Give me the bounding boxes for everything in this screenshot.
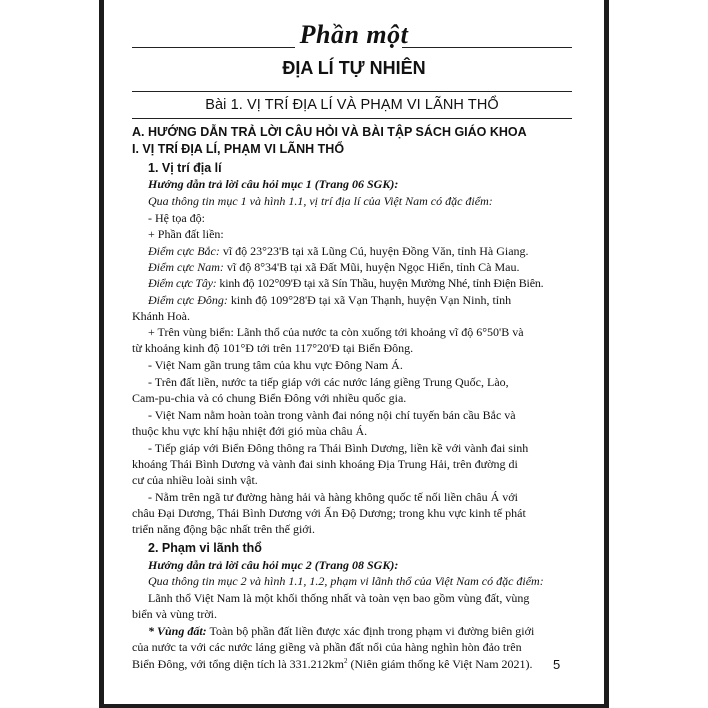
lesson-title: Bài 1. VỊ TRÍ ĐỊA LÍ VÀ PHẠM VI LÃNH THỔ bbox=[132, 91, 572, 119]
sub1-heading: 1. Vị trí địa lí bbox=[148, 161, 222, 175]
part-title: Phần một bbox=[299, 20, 409, 49]
he-toa-do-line: - Hệ tọa độ: bbox=[148, 211, 205, 225]
east-text: kinh độ 109°28'Đ tại xã Vạn Thạnh, huyện Vạn Ninh, tỉnh bbox=[227, 293, 512, 307]
para-4-line-3: cư của nhiều loài sinh vật. bbox=[132, 473, 258, 487]
section-i-heading: I. VỊ TRÍ ĐỊA LÍ, PHẠM VI LÃNH THỔ bbox=[132, 142, 345, 156]
sub2-para-1-line-1: Lãnh thổ Việt Nam là một khối thống nhất và toàn vẹn bao gồm vùng đất, vùng bbox=[148, 591, 530, 605]
north-label: Điểm cực Bắc: bbox=[148, 244, 220, 258]
land-line-1 bbox=[148, 624, 534, 638]
land-label: * Vùng đất: bbox=[148, 624, 207, 638]
sub2-intro: Qua thông tin mục 2 và hình 1.1, 1.2, phạm vi lãnh thổ của Việt Nam có đặc điểm: bbox=[148, 574, 544, 588]
north-text: vĩ độ 23°23'B tại xã Lũng Cú, huyện Đồng Văn, tỉnh Hà Giang. bbox=[219, 244, 529, 258]
para-2-line-2: Cam-pu-chia và có chung Biển Đông với nhiều quốc gia. bbox=[132, 391, 407, 405]
para-3-line-1: - Việt Nam nằm hoàn toàn trong vành đai nóng nội chí tuyến bán cầu Bắc và bbox=[148, 408, 516, 422]
land-line-3 bbox=[132, 657, 533, 671]
sub1-intro: Qua thông tin mục 1 và hình 1.1, vị trí địa lí của Việt Nam có đặc điểm: bbox=[148, 194, 493, 208]
north-point-line bbox=[148, 244, 529, 258]
sub1-guide: Hướng dẫn trả lời câu hỏi mục 1 (Trang 06 SGK): bbox=[148, 177, 399, 191]
sub2-guide: Hướng dẫn trả lời câu hỏi mục 2 (Trang 08 SGK): bbox=[148, 558, 399, 572]
page-number: 5 bbox=[553, 657, 561, 672]
para-5-line-1: - Nằm trên ngã tư đường hàng hải và hàng không quốc tế nối liền châu Á với bbox=[148, 490, 518, 504]
land-text-1: Toàn bộ phần đất liền được xác định trong phạm vi đường biên giới bbox=[206, 624, 535, 638]
section-a-heading: A. HƯỚNG DẪN TRẢ LỜI CÂU HỎI VÀ BÀI TẬP SÁCH GIÁO KHOA bbox=[132, 125, 527, 139]
phan-dat-lien-line: + Phần đất liền: bbox=[148, 227, 224, 241]
chapter-title: ĐỊA LÍ TỰ NHIÊN bbox=[282, 58, 426, 78]
land-text-3a: Biển Đông, với tổng diện tích là 331.212km bbox=[132, 657, 344, 671]
south-text: vĩ độ 8°34'B tại xã Đất Mũi, huyện Ngọc Hiển, tỉnh Cà Mau. bbox=[223, 260, 520, 274]
south-label: Điểm cực Nam: bbox=[148, 260, 224, 274]
sea-line-1: + Trên vùng biển: Lãnh thổ của nước ta còn xuống tới khoảng vĩ độ 6°50'B và bbox=[148, 325, 524, 339]
para-5-line-3: triển năng động bậc nhất trên thế giới. bbox=[132, 522, 315, 536]
west-label: Điểm cực Tây: bbox=[148, 276, 217, 290]
para-3-line-2: thuộc khu vực khí hậu nhiệt đới gió mùa châu Á. bbox=[132, 424, 368, 438]
east-point-line bbox=[148, 293, 511, 307]
west-point-line bbox=[148, 276, 543, 290]
west-text: kinh độ 102°09'Đ tại xã Sín Thầu, huyện Mường Nhé, tỉnh Điện Biên. bbox=[216, 276, 544, 290]
land-superscript: 2 bbox=[344, 657, 348, 665]
land-text-3b: (Niên giám thống kê Việt Nam 2021). bbox=[347, 657, 533, 671]
para-1: - Việt Nam gần trung tâm của khu vực Đông Nam Á. bbox=[148, 358, 403, 372]
para-2-line-1: - Trên đất liền, nước ta tiếp giáp với các nước láng giềng Trung Quốc, Lào, bbox=[148, 375, 509, 389]
book-page bbox=[104, 0, 604, 704]
para-4-line-2: khoáng Thái Bình Dương và vành đai sinh khoáng Địa Trung Hải, trên đường di bbox=[132, 457, 518, 471]
land-line-2: của nước ta với các nước láng giềng và phần đất nổi của hàng nghìn hòn đảo trên bbox=[132, 640, 522, 654]
sub2-heading: 2. Phạm vi lãnh thổ bbox=[148, 541, 262, 555]
para-4-line-1: - Tiếp giáp với Biển Đông thông ra Thái Bình Dương, liền kề với vành đai sinh bbox=[148, 441, 529, 455]
east-point-line-2: Khánh Hoà. bbox=[132, 309, 190, 323]
para-5-line-2: châu Đại Dương, Thái Bình Dương với Ấn Độ Dương; trong khu vực kinh tế phát bbox=[132, 506, 526, 520]
sub2-para-1-line-2: biển và vùng trời. bbox=[132, 607, 217, 621]
sea-line-2: từ khoảng kinh độ 101°Đ tới trên 117°20'Đ tại Biển Đông. bbox=[132, 341, 414, 355]
south-point-line bbox=[148, 260, 519, 274]
east-label: Điểm cực Đông: bbox=[148, 293, 228, 307]
